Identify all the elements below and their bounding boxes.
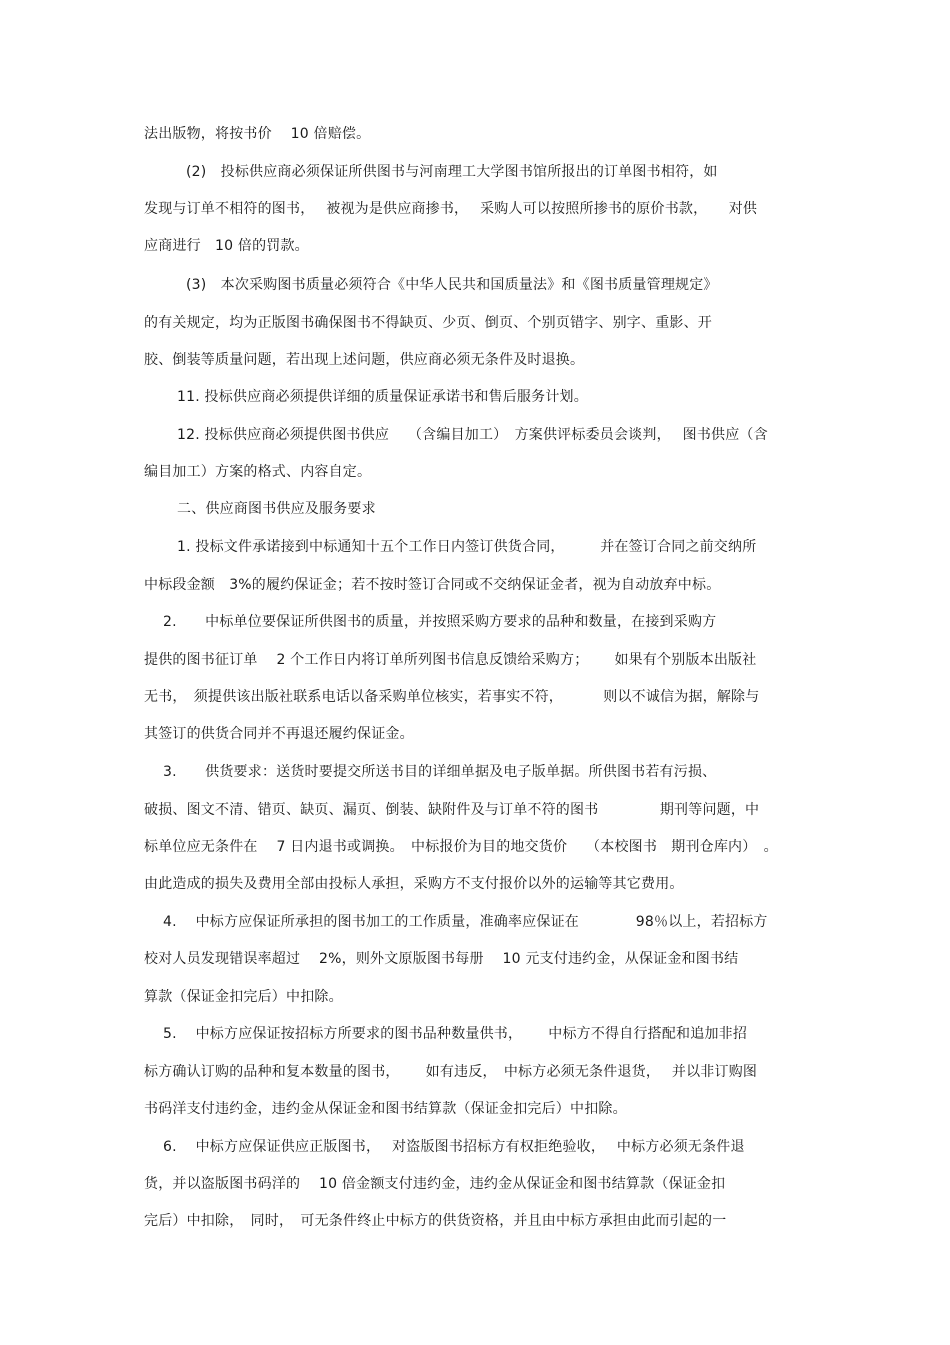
text-line: 破损、图文不清、错页、缺页、漏页、倒装、缺附件及与订单不符的图书 期刊等问题，中 bbox=[144, 802, 760, 818]
text-line: 12. 投标供应商必须提供图书供应 （含编目加工） 方案供评标委员会谈判， 图书供应（含 bbox=[177, 427, 768, 443]
text-line: 算款（保证金扣完后）中扣除。 bbox=[144, 989, 343, 1005]
text-line: 1. 投标文件承诺接到中标通知十五个工作日内签订供货合同， 并在签订合同之前交纳所 bbox=[177, 539, 757, 555]
text-line: 胶、倒装等质量问题，若出现上述问题，供应商必须无条件及时退换。 bbox=[144, 352, 585, 368]
text-line: 11. 投标供应商必须提供详细的质量保证承诺书和售后服务计划。 bbox=[177, 389, 588, 405]
section-heading: 二、供应商图书供应及服务要求 bbox=[177, 501, 376, 517]
text-line: 由此造成的损失及费用全部由投标人承担，采购方不支付报价以外的运输等其它费用。 bbox=[144, 876, 684, 892]
text-line: 3. 供货要求：送货时要提交所送书目的详细单据及电子版单据。所供图书若有污损、 bbox=[163, 764, 717, 780]
text-line: 应商进行 10 倍的罚款。 bbox=[144, 238, 309, 254]
text-line: 货，并以盗版图书码洋的 10 倍金额支付违约金，违约金从保证金和图书结算款（保证金扣 bbox=[144, 1176, 726, 1192]
text-line: 发现与订单不相符的图书， 被视为是供应商掺书， 采购人可以按照所掺书的原价书款， 对供 bbox=[144, 201, 758, 217]
text-line: 的有关规定，均为正版图书确保图书不得缺页、少页、倒页、个别页错字、别字、重影、开 bbox=[144, 315, 712, 331]
text-line: 标单位应无条件在 7 日内退书或调换。 中标报价为目的地交货价 （本校图书 期刊仓库内） 。 bbox=[144, 839, 778, 855]
text-line: (2) 投标供应商必须保证所供图书与河南理工大学图书馆所报出的订单图书相符，如 bbox=[186, 164, 718, 180]
text-line: 完后）中扣除， 同时， 可无条件终止中标方的供货资格，并且由中标方承担由此而引起的一 bbox=[144, 1213, 727, 1229]
text-line: 提供的图书征订单 2 个工作日内将订单所列图书信息反馈给采购方； 如果有个别版本出版社 bbox=[144, 652, 757, 668]
text-line: 其签订的供货合同并不再退还履约保证金。 bbox=[144, 726, 414, 742]
text-line: 5. 中标方应保证按招标方所要求的图书品种数量供书， 中标方不得自行搭配和追加非招 bbox=[163, 1026, 748, 1042]
text-line: 4. 中标方应保证所承担的图书加工的工作质量，准确率应保证在 98％以上，若招标方 bbox=[163, 914, 768, 930]
text-line: 标方确认订购的品种和复本数量的图书， 如有违反， 中标方必须无条件退货， 并以非订购图 bbox=[144, 1064, 758, 1080]
text-line: 校对人员发现错误率超过 2%，则外文原版图书每册 10 元支付违约金，从保证金和图书结 bbox=[144, 951, 739, 967]
text-line: 法出版物，将按书价 10 倍赔偿。 bbox=[144, 126, 371, 142]
text-line: 中标段金额 3%的履约保证金；若不按时签订合同或不交纳保证金者，视为自动放弃中标。 bbox=[144, 577, 721, 593]
text-line: (3) 本次采购图书质量必须符合《中华人民共和国质量法》和《图书质量管理规定》 bbox=[186, 277, 718, 293]
text-line: 无书， 须提供该出版社联系电话以备采购单位核实，若事实不符， 则以不诚信为据，解除与 bbox=[144, 689, 760, 705]
text-line: 编目加工）方案的格式、内容自定。 bbox=[144, 464, 372, 480]
text-line: 书码洋支付违约金，违约金从保证金和图书结算款（保证金扣完后）中扣除。 bbox=[144, 1101, 627, 1117]
text-line: 6. 中标方应保证供应正版图书， 对盗版图书招标方有权拒绝验收， 中标方必须无条件退 bbox=[163, 1139, 745, 1155]
text-line: 2. 中标单位要保证所供图书的质量，并按照采购方要求的品种和数量，在接到采购方 bbox=[163, 614, 717, 630]
